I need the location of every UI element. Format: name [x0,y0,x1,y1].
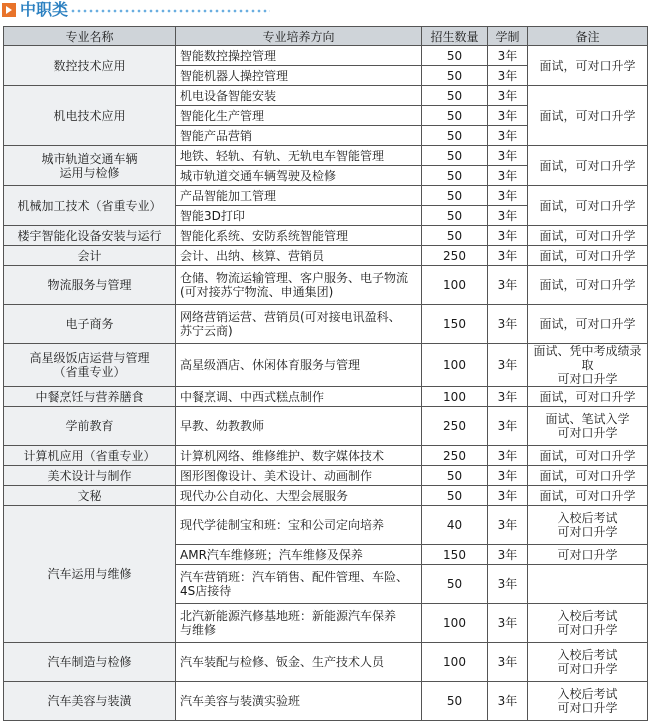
remarks-cell: 面试，可对口升学 [528,446,648,466]
major-name-cell: 电子商务 [4,305,176,344]
remarks-cell: 入校后考试 可对口升学 [528,643,648,682]
remarks-cell: 面试，可对口升学 [528,387,648,407]
remarks-cell [528,565,648,604]
duration-cell: 3年 [488,126,528,146]
duration-cell: 3年 [488,344,528,387]
duration-cell: 3年 [488,46,528,66]
remarks-cell: 面试，可对口升学 [528,466,648,486]
enrollment-cell: 250 [422,446,488,466]
remarks-cell: 入校后考试 可对口升学 [528,604,648,643]
enrollment-cell: 100 [422,604,488,643]
major-name-cell: 物流服务与管理 [4,266,176,305]
enrollment-cell: 50 [422,486,488,506]
duration-cell: 3年 [488,545,528,565]
remarks-cell: 面试，可对口升学 [528,86,648,146]
direction-cell: 机电设备智能安装 [176,86,422,106]
enrollment-cell: 50 [422,226,488,246]
duration-cell: 3年 [488,565,528,604]
section-title: 中职类 [20,0,69,19]
direction-cell: 早教、幼教教师 [176,407,422,446]
major-name-cell: 汽车运用与维修 [4,506,176,643]
duration-cell: 3年 [488,604,528,643]
remarks-cell: 面试，可对口升学 [528,266,648,305]
direction-cell: 汽车装配与检修、钣金、生产技术人员 [176,643,422,682]
major-name-cell: 中餐烹饪与营养膳食 [4,387,176,407]
duration-cell: 3年 [488,486,528,506]
enrollment-cell: 50 [422,166,488,186]
major-name-cell: 机电技术应用 [4,86,176,146]
major-name-cell: 机械加工技术（省重专业） [4,186,176,226]
section-header [0,0,650,24]
remarks-cell: 面试，可对口升学 [528,305,648,344]
direction-cell: 智能机器人操控管理 [176,66,422,86]
table-row [4,246,648,266]
duration-cell: 3年 [488,226,528,246]
remarks-cell: 面试，可对口升学 [528,486,648,506]
enrollment-cell: 50 [422,106,488,126]
direction-cell: AMR汽车维修班；汽车维修及保养 [176,545,422,565]
major-name-cell: 数控技术应用 [4,46,176,86]
enrollment-cell: 150 [422,545,488,565]
major-name-cell: 会计 [4,246,176,266]
table-row [4,226,648,246]
enrollment-cell: 150 [422,305,488,344]
major-name-cell: 高星级饭店运营与管理 （省重专业） [4,344,176,387]
table-row [4,446,648,466]
direction-cell: 城市轨道交通车辆驾驶及检修 [176,166,422,186]
enrollment-cell: 100 [422,643,488,682]
major-name-cell: 学前教育 [4,407,176,446]
enrollment-cell: 50 [422,86,488,106]
duration-cell: 3年 [488,166,528,186]
remarks-cell: 面试，可对口升学 [528,46,648,86]
major-name-cell: 汽车美容与装潢 [4,682,176,721]
table-body [4,46,648,721]
direction-cell: 智能产品营销 [176,126,422,146]
enrollment-cell: 40 [422,506,488,545]
table-row [4,305,648,344]
direction-cell: 计算机网络、维修维护、数字媒体技术 [176,446,422,466]
enrollment-cell: 50 [422,146,488,166]
enrollment-cell: 50 [422,682,488,721]
table-row [4,466,648,486]
major-name-cell: 美术设计与制作 [4,466,176,486]
direction-cell: 现代学徒制宝和班：宝和公司定向培养 [176,506,422,545]
header-direction: 专业培养方向 [176,27,422,46]
table-row [4,266,648,305]
remarks-cell: 面试，可对口升学 [528,146,648,186]
header-duration: 学制 [488,27,528,46]
direction-cell: 高星级酒店、休闲体育服务与管理 [176,344,422,387]
duration-cell: 3年 [488,466,528,486]
duration-cell: 3年 [488,266,528,305]
decorative-dots [70,9,270,13]
direction-cell: 智能3D打印 [176,206,422,226]
enrollment-cell: 50 [422,66,488,86]
direction-cell: 智能化生产管理 [176,106,422,126]
direction-cell: 汽车美容与装潢实验班 [176,682,422,721]
duration-cell: 3年 [488,106,528,126]
enrollment-cell: 100 [422,387,488,407]
major-name-cell: 城市轨道交通车辆 运用与检修 [4,146,176,186]
duration-cell: 3年 [488,407,528,446]
duration-cell: 3年 [488,682,528,721]
enrollment-cell: 50 [422,186,488,206]
majors-table [3,26,648,721]
table-row [4,682,648,721]
direction-cell: 智能数控操控管理 [176,46,422,66]
direction-cell: 现代办公自动化、大型会展服务 [176,486,422,506]
enrollment-cell: 100 [422,266,488,305]
enrollment-cell: 50 [422,126,488,146]
enrollment-cell: 50 [422,466,488,486]
major-name-cell: 计算机应用（省重专业） [4,446,176,466]
table-row [4,643,648,682]
remarks-cell: 入校后考试 可对口升学 [528,682,648,721]
duration-cell: 3年 [488,146,528,166]
direction-cell: 网络营销运营、营销员(可对接电讯盈科、 苏宁云商) [176,305,422,344]
enrollment-cell: 50 [422,46,488,66]
header-remarks: 备注 [528,27,648,46]
remarks-cell: 面试、凭中考成绩录取 可对口升学 [528,344,648,387]
header-major-name: 专业名称 [4,27,176,46]
enrollment-cell: 250 [422,407,488,446]
enrollment-cell: 50 [422,565,488,604]
duration-cell: 3年 [488,86,528,106]
table-row [4,46,648,66]
remarks-cell: 面试，可对口升学 [528,186,648,226]
duration-cell: 3年 [488,206,528,226]
direction-cell: 会计、出纳、核算、营销员 [176,246,422,266]
header-enrollment: 招生数量 [422,27,488,46]
enrollment-cell: 250 [422,246,488,266]
table-row [4,86,648,106]
table-row [4,486,648,506]
table-header-row [4,27,648,46]
play-arrow-icon [2,3,16,17]
duration-cell: 3年 [488,446,528,466]
remarks-cell: 可对口升学 [528,545,648,565]
remarks-cell: 面试，可对口升学 [528,226,648,246]
table-row [4,506,648,545]
direction-cell: 仓储、物流运输管理、客户服务、电子物流 (可对接苏宁物流、申通集团) [176,266,422,305]
remarks-cell: 面试、笔试入学 可对口升学 [528,407,648,446]
duration-cell: 3年 [488,186,528,206]
duration-cell: 3年 [488,643,528,682]
table-row [4,387,648,407]
table-row [4,146,648,166]
table-row [4,344,648,387]
major-name-cell: 汽车制造与检修 [4,643,176,682]
direction-cell: 图形图像设计、美术设计、动画制作 [176,466,422,486]
remarks-cell: 入校后考试 可对口升学 [528,506,648,545]
major-name-cell: 楼宇智能化设备安装与运行 [4,226,176,246]
duration-cell: 3年 [488,387,528,407]
table-row [4,186,648,206]
duration-cell: 3年 [488,246,528,266]
duration-cell: 3年 [488,66,528,86]
enrollment-cell: 50 [422,206,488,226]
direction-cell: 产品智能加工管理 [176,186,422,206]
enrollment-cell: 100 [422,344,488,387]
remarks-cell: 面试，可对口升学 [528,246,648,266]
direction-cell: 汽车营销班：汽车销售、配件管理、车险、 4S店接待 [176,565,422,604]
table-row [4,407,648,446]
direction-cell: 智能化系统、安防系统智能管理 [176,226,422,246]
major-name-cell: 文秘 [4,486,176,506]
direction-cell: 中餐烹调、中西式糕点制作 [176,387,422,407]
direction-cell: 北汽新能源汽修基地班：新能源汽车保养 与维修 [176,604,422,643]
duration-cell: 3年 [488,305,528,344]
duration-cell: 3年 [488,506,528,545]
direction-cell: 地铁、轻轨、有轨、无轨电车智能管理 [176,146,422,166]
